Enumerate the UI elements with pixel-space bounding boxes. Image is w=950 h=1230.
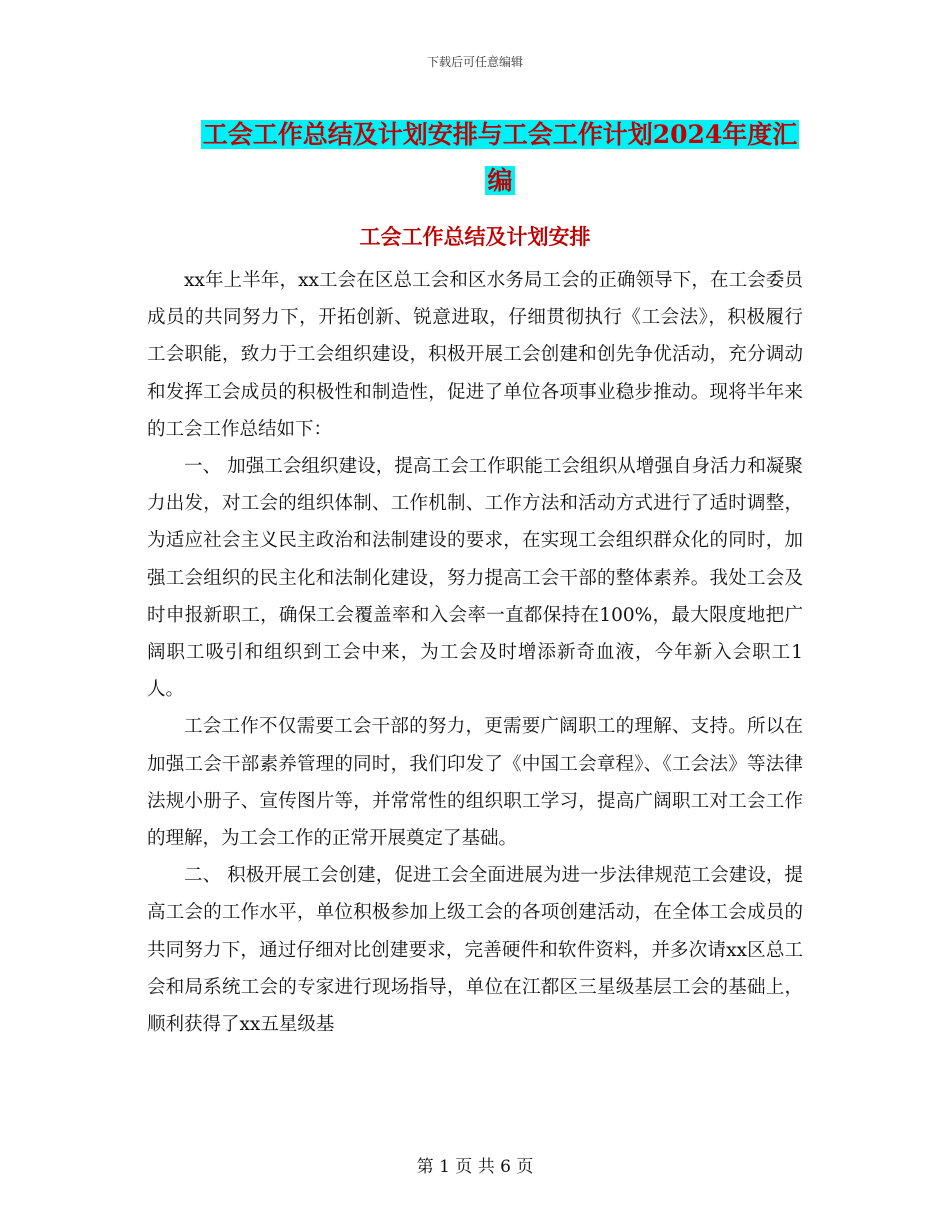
section-title: 工会工作总结及计划安排 [359,224,591,249]
document-title [140,112,860,204]
paragraph-section-1-cont: 工会工作不仅需要工会干部的努力，更需要广阔职工的理解、支持。所以在加强工会干部素养管理的同时，我们印发了《中国工会章程》、《工会法》等法律法规小册子、宣传图片等，并常常性的组织职工学习，提高广阔职工对工会工作的理解，为工会工作的正常开展奠定了基础。 [147,716,803,850]
paragraph-section-1: 一、 加强工会组织建设，提高工会工作职能工会组织从增强自身活力和凝聚力出发，对工会的组织体制、工作机制、工作方法和活动方式进行了适时调整，为适应社会主义民主政治和法制建设的要求，在实现工会组织群众化的同时，加强工会组织的民主化和法制化建设，努力提高工会干部的整体素养。我处工会及时申报新职工，确保工会覆盖率和入会率一直都保持在100%，最大限度地把广阔职工吸引和组织到工会中来，为工会及时增添新奇血液，今年新入会职工1人。 [147,456,803,701]
document-title-line1: 工会工作总结及计划安排与工会工作计划2024年度汇 [202,120,798,149]
page-header-note: 下载后可任意编辑 [426,55,523,69]
page-number: 第 1 页 共 6 页 [416,1157,534,1177]
body-text [147,262,803,1043]
paragraph-intro: xx年上半年，xx工会在区总工会和区水务局工会的正确领导下，在工会委员成员的共同努力下，开拓创新、锐意进取，仔细贯彻执行《工会法》，积极履行工会职能，致力于工会组织建设，积极开展工会创建和创先争优活动，充分调动和发挥工会成员的积极性和制造性，促进了单位各项事业稳步推动。现将半年来的工会工作总结如下： [147,270,803,440]
paragraph-section-2: 二、 积极开展工会创建，促进工会全面进展为进一步法律规范工会建设，提高工会的工作水平，单位积极参加上级工会的各项创建活动，在全体工会成员的共同努力下，通过仔细对比创建要求，完善硬件和软件资料，并多次请xx区总工会和局系统工会的专家进行现场指导，单位在江都区三星级基层工会的基础上，顺利获得了xx五星级基 [147,865,803,1036]
document-title-line2: 编 [487,166,513,195]
